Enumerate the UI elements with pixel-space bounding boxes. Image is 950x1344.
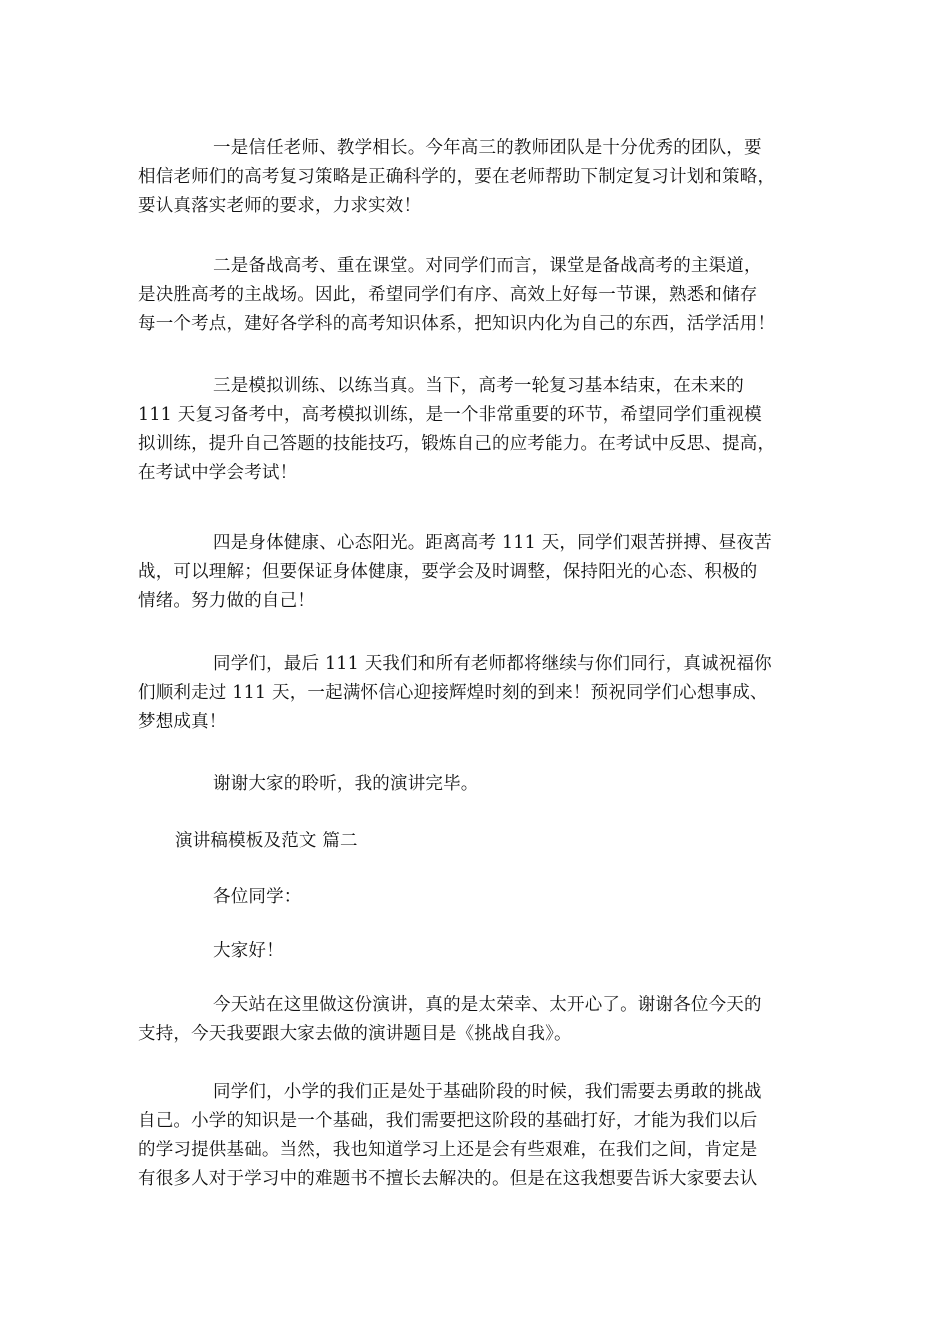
paragraph-classroom: 二是备战高考、重在课堂。对同学们而言，课堂是备战高考的主渠道， 是决胜高考的主战场。因此，希望同学们有序、高效上好每一节课，熟悉和储存 每一个考点，建好各学科的高考知识体系，把知识内化为自己的东西，活学活用！: [138, 256, 776, 334]
paragraph-greeting: 大家好！: [213, 941, 284, 961]
paragraph-greeting-salutation: 各位同学：: [213, 887, 302, 907]
paragraph-intro: 今天站在这里做这份演讲，真的是太荣幸、太开心了。谢谢各位今天的 支持，今天我要跟大家去做的演讲题目是《挑战自我》。: [138, 995, 762, 1044]
paragraph-challenge: 同学们，小学的我们正是处于基础阶段的时候，我们需要去勇敢的挑战 自己。小学的知识是一个基础，我们需要把这阶段的基础打好，才能为我们以后 的学习提供基础。当然，我也知道学习上还是会有些艰难，在我们之间，肯定是 有很多人对于学习中的难题书不擅长去解决的。但是在这我想要告诉大家要去认: [138, 1082, 762, 1189]
paragraph-mock-training: 三是模拟训练、以练当真。当下，高考一轮复习基本结束，在未来的 111 天复习备考中，高考模拟训练，是一个非常重要的环节，希望同学们重视模 拟训练，提升自己答题的技能技巧，锻炼自己的应考能力。在考试中反思、提高， 在考试中学会考试！: [138, 376, 776, 483]
paragraph-closing-wishes: 同学们，最后 111 天我们和所有老师都将继续与你们同行，真诚祝福你 们顺利走过 111 天，一起满怀信心迎接辉煌时刻的到来！预祝同学们心想事成、 梦想成真！: [138, 654, 772, 732]
paragraph-trust-teachers: 一是信任老师、教学相长。今年高三的教师团队是十分优秀的团队，要 相信老师们的高考复习策略是正确科学的，要在老师帮助下制定复习计划和策略， 要认真落实老师的要求，力求实效！: [138, 138, 776, 216]
paragraph-thanks: 谢谢大家的聆听，我的演讲完毕。: [213, 774, 479, 794]
paragraph-health: 四是身体健康、心态阳光。距离高考 111 天，同学们艰苦拼搏、昼夜苦 战，可以理解；但要保证身体健康，要学会及时调整，保持阳光的心态、积极的 情绪。努力做的自己！: [138, 533, 772, 611]
section-heading: 演讲稿模板及范文 篇二: [175, 831, 358, 851]
